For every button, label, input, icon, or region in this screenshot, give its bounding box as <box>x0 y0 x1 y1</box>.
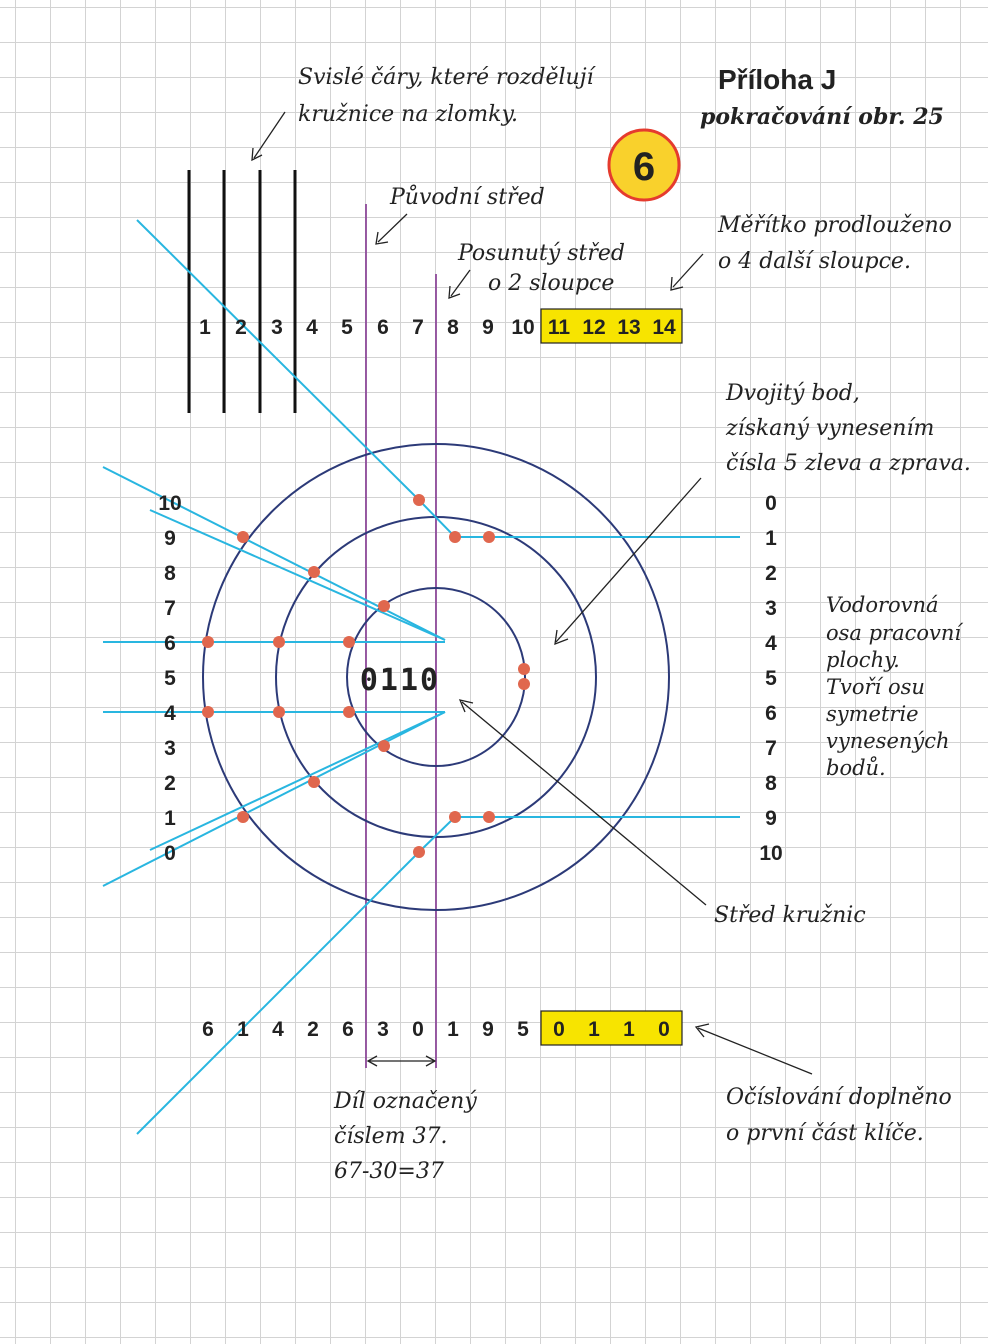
annotation-line: o 4 další sloupce. <box>718 249 911 274</box>
scale-number-extended: 14 <box>652 316 676 339</box>
scale-number: 5 <box>517 1018 529 1041</box>
scale-number: 6 <box>765 702 777 725</box>
arrow-scale-extended <box>673 254 703 287</box>
scale-number: 0 <box>765 492 777 515</box>
page-subtitle: pokračování obr. 25 <box>700 104 944 130</box>
annotation-line: číslem 37. <box>334 1124 448 1149</box>
annotation-line: čísla 5 zleva a zprava. <box>726 451 971 476</box>
ray-lower-left <box>103 712 445 886</box>
annotation-vertical-lines <box>298 65 597 127</box>
arrow-original-center <box>378 214 407 242</box>
scale-number: 9 <box>482 316 494 339</box>
scale-number: 6 <box>164 632 176 655</box>
point <box>273 706 285 718</box>
scale-number: 4 <box>272 1018 284 1041</box>
scale-number: 2 <box>765 562 777 585</box>
scale-number: 6 <box>202 1018 214 1041</box>
scale-number: 0 <box>412 1018 424 1041</box>
point <box>273 636 285 648</box>
annotation-numbering-added <box>726 1085 952 1146</box>
annotation-line: Posunutý střed <box>458 241 625 266</box>
scale-number: 8 <box>447 316 459 339</box>
point <box>202 636 214 648</box>
annotation-line: Vodorovná <box>826 593 939 617</box>
double-point <box>518 663 530 675</box>
arrow-double-point <box>556 478 701 642</box>
point <box>483 531 495 543</box>
scale-number: 3 <box>377 1018 389 1041</box>
annotation-line: Díl označený <box>334 1089 477 1114</box>
step-number: 6 <box>632 145 656 189</box>
scale-number: 6 <box>342 1018 354 1041</box>
scale-number: 7 <box>164 597 176 620</box>
annotation-line: Dvojitý bod, <box>726 381 860 406</box>
scale-number: 5 <box>765 667 777 690</box>
point <box>413 494 425 506</box>
left-scale <box>158 492 181 865</box>
scale-number: 8 <box>164 562 176 585</box>
annotation-shifted-center <box>457 241 625 296</box>
annotation-original-center: Původní střed <box>390 185 545 210</box>
point <box>449 811 461 823</box>
page-title: Příloha J <box>718 64 837 95</box>
scale-number-extended: 12 <box>582 316 606 339</box>
point <box>202 706 214 718</box>
arrow-numbering-added <box>698 1028 812 1074</box>
point <box>378 740 390 752</box>
scale-number: 4 <box>306 316 318 339</box>
scale-number: 9 <box>482 1018 494 1041</box>
point <box>343 636 355 648</box>
point <box>483 811 495 823</box>
point <box>237 531 249 543</box>
ray-bottom-diagonal <box>137 817 740 1134</box>
annotation-line: bodů. <box>826 756 886 780</box>
scale-number: 3 <box>271 316 283 339</box>
annotation-double-point <box>725 381 971 476</box>
ray-top-diagonal <box>137 220 740 537</box>
point <box>378 600 390 612</box>
center-key-label: 0110 <box>359 663 441 698</box>
scale-number-extended: 11 <box>547 316 571 339</box>
scale-number: 1 <box>199 316 211 339</box>
scale-number: 5 <box>341 316 353 339</box>
point <box>308 776 320 788</box>
double-point <box>518 678 530 690</box>
annotation-line: Měřítko prodlouženo <box>718 213 952 238</box>
ray-upper-left <box>103 467 445 640</box>
scale-number: 1 <box>765 527 777 550</box>
annotation-line: získaný vynesením <box>726 416 935 441</box>
scale-number: 8 <box>765 772 777 795</box>
point <box>413 846 425 858</box>
scale-number: 1 <box>164 807 176 830</box>
scale-number: 2 <box>164 772 176 795</box>
right-scale <box>759 492 782 865</box>
annotation-line: 67-30=37 <box>334 1159 444 1184</box>
scale-number: 9 <box>765 807 777 830</box>
annotation-line: Tvoří osu <box>826 675 925 699</box>
scale-number: 6 <box>377 316 389 339</box>
scale-number: 10 <box>158 492 182 515</box>
annotation-line: plochy. <box>826 648 900 672</box>
scale-number: 9 <box>164 527 176 550</box>
top-scale <box>199 316 676 339</box>
scale-number: 2 <box>235 316 247 339</box>
scale-number: 4 <box>164 702 176 725</box>
key-digit: 1 <box>623 1018 635 1041</box>
annotation-line: vynesených <box>826 729 950 753</box>
point <box>237 811 249 823</box>
annotation-segment <box>333 1089 477 1184</box>
annotation-line: kružnice na zlomky. <box>298 102 518 127</box>
step-badge <box>609 130 679 200</box>
scale-number: 4 <box>765 632 777 655</box>
point <box>343 706 355 718</box>
arrow-shifted-center <box>451 270 470 296</box>
scale-number: 0 <box>164 842 176 865</box>
annotation-line: o první část klíče. <box>726 1121 924 1146</box>
scale-number-extended: 13 <box>617 316 641 339</box>
annotation-line: o 2 sloupce <box>488 271 615 296</box>
scale-number: 10 <box>511 316 535 339</box>
scale-number: 1 <box>447 1018 459 1041</box>
key-digit: 0 <box>658 1018 670 1041</box>
annotation-scale-extended <box>717 213 952 274</box>
scale-number: 2 <box>307 1018 319 1041</box>
scale-number: 7 <box>765 737 777 760</box>
scale-number: 3 <box>164 737 176 760</box>
scale-number: 5 <box>164 667 176 690</box>
key-digit: 0 <box>553 1018 565 1041</box>
annotation-line: Očíslování doplněno <box>726 1085 952 1110</box>
arrow-circle-center <box>462 702 706 905</box>
ray-upper-left-2 <box>150 510 445 640</box>
point <box>308 566 320 578</box>
annotation-line: symetrie <box>826 702 919 726</box>
annotation-circle-center: Střed kružnic <box>714 903 866 928</box>
ray-lower-left-2 <box>150 712 445 850</box>
scale-number: 10 <box>759 842 783 865</box>
point <box>449 531 461 543</box>
scale-number: 1 <box>237 1018 249 1041</box>
scale-number: 7 <box>412 316 424 339</box>
arrow-vertical-lines <box>254 112 285 158</box>
annotation-line: osa pracovní <box>826 621 962 645</box>
scale-number: 3 <box>765 597 777 620</box>
annotation-line: Svislé čáry, které rozdělují <box>298 65 594 90</box>
fraction-lines <box>189 170 295 413</box>
key-digit: 1 <box>588 1018 600 1041</box>
annotation-horizontal-axis <box>826 593 963 780</box>
